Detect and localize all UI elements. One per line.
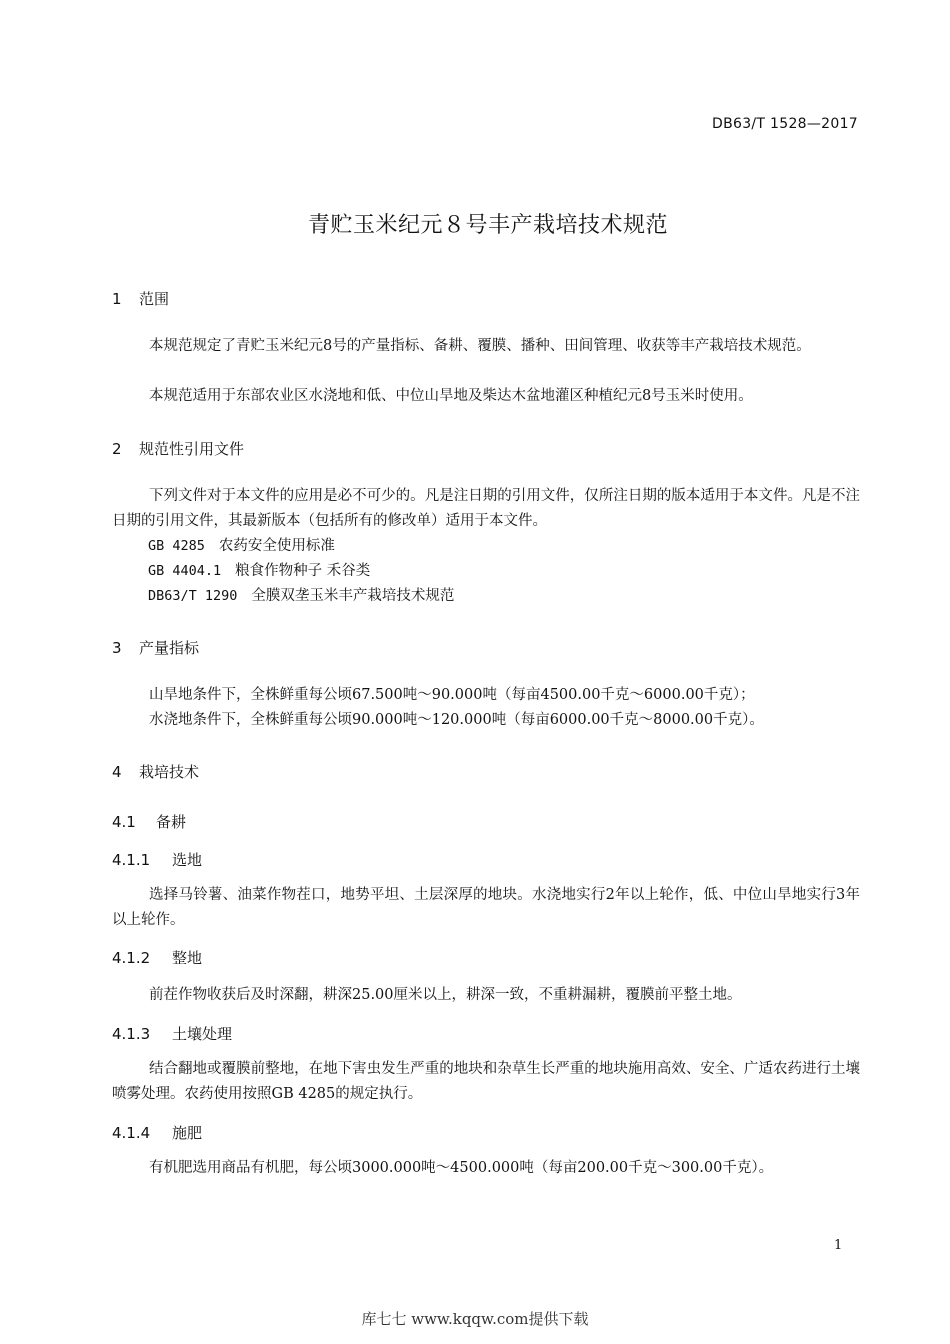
paragraph: 本规范规定了青贮玉米纪元8号的产量指标、备耕、覆膜、播种、田间管理、收获等丰产栽培技术规范。: [149, 338, 811, 354]
section-number: 3: [112, 639, 122, 657]
paragraph: 本规范适用于东部农业区水浇地和低、中位山旱地及柴达木盆地灌区种植纪元8号玉米时使用。: [149, 388, 753, 404]
section-number: 4.1: [112, 813, 136, 831]
reference-item: [148, 534, 335, 555]
section-number: 2: [112, 440, 122, 458]
subsection-4-1-4-heading: [112, 1122, 202, 1143]
subsection-4-1-2-heading: [112, 947, 202, 968]
download-footer: 库七七 www.kqqw.com提供下载: [361, 1310, 589, 1328]
reference-item: [148, 559, 370, 580]
section-title: 规范性引用文件: [139, 440, 245, 458]
section-title: 栽培技术: [139, 763, 200, 781]
paragraph: 下列文件对于本文件的应用是必不可少的。凡是注日期的引用文件，仅所注日期的版本适用于本文件。凡是不注日期的引用文件，其最新版本（包括所有的修改单）适用于本文件。: [112, 488, 860, 529]
section-title: 产量指标: [139, 639, 200, 657]
section-title: 备耕: [156, 813, 187, 831]
reference-name: 粮食作物种子 禾谷类: [235, 563, 371, 579]
page-number: 1: [834, 1238, 843, 1253]
section-title: 施肥: [172, 1124, 203, 1142]
paragraph: 有机肥选用商品有机肥，每公顷3000.000吨～4500.000吨（每亩200.00千克～300.00千克）。: [149, 1160, 774, 1176]
section-title: 土壤处理: [172, 1025, 233, 1043]
reference-item: [148, 584, 454, 605]
document-number: DB63/T 1528—2017: [712, 116, 858, 132]
section-number: 1: [112, 290, 122, 308]
paragraph: 水浇地条件下，全株鲜重每公顷90.000吨～120.000吨（每亩6000.00千克～8000.00千克）。: [149, 712, 764, 728]
section-title: 范围: [139, 290, 170, 308]
paragraph: 选择马铃薯、油菜作物茬口，地势平坦、土层深厚的地块。水浇地实行2年以上轮作，低、中位山旱地实行3年以上轮作。: [112, 887, 860, 928]
section-number: 4.1.4: [112, 1124, 151, 1142]
reference-code: GB 4404.1: [148, 563, 222, 579]
section-number: 4: [112, 763, 122, 781]
section-3-heading: [112, 637, 199, 658]
reference-code: DB63/T 1290: [148, 588, 238, 604]
section-number: 4.1.2: [112, 949, 151, 967]
subsection-4-1-1-heading: [112, 849, 202, 870]
section-number: 4.1.1: [112, 851, 151, 869]
subsection-4-1-heading: [112, 811, 186, 832]
section-4-heading: [112, 761, 199, 782]
paragraph: 前茬作物收获后及时深翻，耕深25.00厘米以上，耕深一致，不重耕漏耕，覆膜前平整土地。: [149, 987, 742, 1003]
reference-name: 全膜双垄玉米丰产栽培技术规范: [251, 588, 455, 604]
subsection-4-1-3-heading: [112, 1023, 232, 1044]
paragraph: 山旱地条件下，全株鲜重每公顷67.500吨～90.000吨（每亩4500.00千克～6000.00千克）；: [149, 687, 755, 703]
section-number: 4.1.3: [112, 1025, 151, 1043]
page-title: 青贮玉米纪元８号丰产栽培技术规范: [307, 213, 668, 238]
section-1-heading: [112, 288, 169, 309]
reference-code: GB 4285: [148, 538, 205, 554]
section-title: 选地: [172, 851, 203, 869]
reference-name: 农药安全使用标准: [218, 538, 335, 554]
section-2-heading: [112, 438, 244, 459]
section-title: 整地: [172, 949, 203, 967]
paragraph: 结合翻地或覆膜前整地，在地下害虫发生严重的地块和杂草生长严重的地块施用高效、安全、广适农药进行土壤喷雾处理。农药使用按照GB 4285的规定执行。: [112, 1061, 860, 1102]
